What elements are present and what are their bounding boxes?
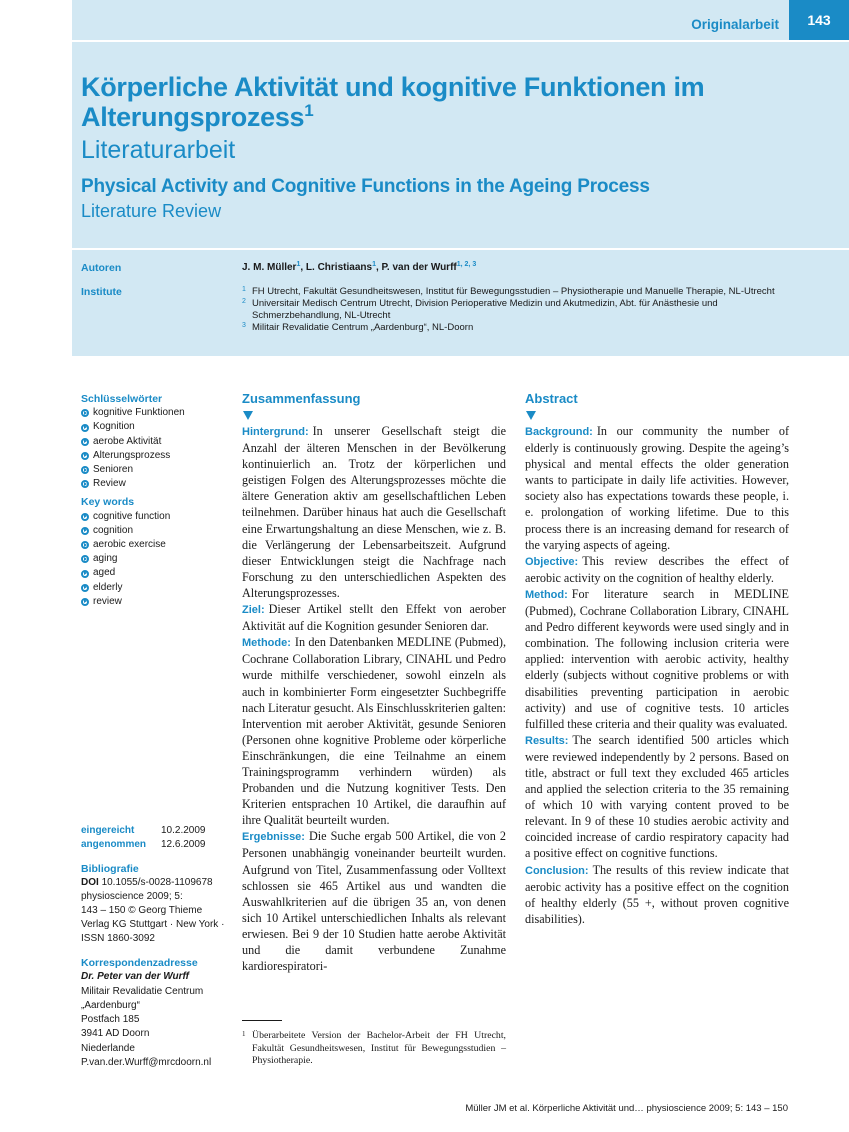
correspondence-line: Niederlande bbox=[81, 1042, 135, 1054]
keyword-item bbox=[81, 595, 231, 609]
institute-text: Militair Revalidatie Centrum „Aardenburg“, NL-Doorn bbox=[252, 322, 474, 333]
footnote-number: 1 bbox=[242, 1030, 246, 1038]
triangle-down-icon bbox=[243, 411, 253, 420]
article-title-en: Physical Activity and Cognitive Functions in the Ageing Process bbox=[81, 176, 650, 197]
keyword-text: kognitive Funktionen bbox=[93, 407, 185, 419]
correspondence-block bbox=[81, 956, 231, 1070]
keywords-en-list bbox=[81, 510, 231, 609]
keyword-item bbox=[81, 552, 231, 566]
paragraph-lead: Ziel: bbox=[242, 604, 265, 617]
page-number: 143 bbox=[789, 0, 849, 40]
bibliography-line: Verlag KG Stuttgart · New York · bbox=[81, 919, 225, 930]
keyword-text: aerobe Aktivität bbox=[93, 435, 162, 447]
article-subtitle-de: Literaturarbeit bbox=[81, 136, 236, 164]
abstract-paragraph bbox=[525, 423, 789, 553]
keyword-text: aging bbox=[93, 553, 118, 565]
received-label: eingereicht bbox=[81, 825, 135, 836]
keyword-text: Kognition bbox=[93, 421, 135, 433]
doi-value[interactable]: 10.1055/s-0028-1109678 bbox=[101, 877, 213, 888]
circle-arrow-icon bbox=[81, 424, 89, 432]
authors-label: Autoren bbox=[81, 262, 122, 274]
keyword-text: aged bbox=[93, 567, 116, 579]
paragraph-text: For literature search in MEDLINE (Pubmed), Cochrane Collaboration Library, CINAHL and Pedro different keywords were used singly and in combination. The following inclusion criteria were applied: intervention with aerobic activity, healthy elderly (subjects without cognitive problems or with disabilities preventing participation in aerobic activity) and use of cognitive tests. 10 articles fulfilled these criteria and their quality was evaluated. bbox=[525, 586, 789, 731]
abstract-en-title: Abstract bbox=[525, 391, 578, 406]
article-title-de bbox=[81, 72, 821, 132]
keyword-text: aerobic exercise bbox=[93, 539, 166, 551]
abstract-paragraph bbox=[525, 586, 789, 732]
circle-arrow-icon bbox=[81, 513, 89, 521]
accepted-label: angenommen bbox=[81, 839, 147, 850]
triangle-down-icon bbox=[526, 411, 536, 420]
correspondence-name: Dr. Peter van der Wurff bbox=[81, 971, 189, 983]
author-name: P. van der Wurff bbox=[381, 262, 457, 273]
circle-arrow-icon bbox=[81, 541, 89, 549]
correspondence-line: 3941 AD Doorn bbox=[81, 1028, 150, 1040]
institutes-label: Institute bbox=[81, 286, 122, 298]
title-de-text: Körperliche Aktivität und kognitive Funktionen im Alterungsprozess bbox=[81, 72, 705, 132]
keywords-en-label: Key words bbox=[81, 496, 135, 509]
received-date: 10.2.2009 bbox=[161, 825, 206, 836]
article-subtitle-en: Literature Review bbox=[81, 201, 222, 221]
author-name: L. Christiaans bbox=[305, 262, 373, 273]
section-label: Originalarbeit bbox=[691, 17, 779, 32]
author-name: J. M. Müller bbox=[242, 262, 297, 273]
footnote-rule bbox=[242, 1020, 282, 1021]
author-affiliation-mark[interactable]: 1 bbox=[372, 261, 376, 268]
paragraph-lead: Method: bbox=[525, 588, 568, 601]
institute-number: 3 bbox=[242, 322, 246, 329]
paragraph-lead: Objective: bbox=[525, 555, 579, 568]
title-footnote-mark[interactable]: 1 bbox=[304, 101, 314, 120]
keyword-item bbox=[81, 463, 231, 477]
paragraph-lead: Ergebnisse: bbox=[242, 831, 305, 844]
circle-arrow-icon bbox=[81, 555, 89, 563]
paragraph-lead: Hintergrund: bbox=[242, 426, 309, 438]
keyword-item bbox=[81, 406, 231, 420]
circle-arrow-icon bbox=[81, 452, 89, 460]
abstract-en bbox=[525, 390, 789, 927]
bibliography-block bbox=[81, 862, 231, 946]
abstract-en-body bbox=[525, 423, 789, 927]
institute-number: 2 bbox=[242, 298, 246, 305]
institute-text: FH Utrecht, Fakultät Gesundheitswesen, Institut für Bewegungsstudien – Physiotherapie und Manuelle Therapie, NL-Utrecht bbox=[252, 286, 775, 297]
bibliography-line: physioscience 2009; 5: bbox=[81, 891, 183, 902]
institute-text: Universitair Medisch Centrum Utrecht, Division Perioperative Medizin und Akutmedizin, Abt. für Anästhesie und Schmerzbehandlung, NL-Utrecht bbox=[252, 298, 718, 321]
paragraph-text: The search identified 500 articles which were reviewed independently by 2 persons. Based on title, abstract or full text they excluded 465 articles and applied the selection criteria to the 35 remaining of which 10 with varying content proved to be relevant. In 9 of these 10 studies aerobic activity and coincided increase of cardio respiratory capacity had a positive effect on cognitive functions. bbox=[525, 732, 789, 861]
circle-arrow-icon bbox=[81, 584, 89, 592]
abstract-paragraph bbox=[242, 634, 506, 828]
abstract-paragraph bbox=[525, 553, 789, 586]
keyword-text: Review bbox=[93, 478, 126, 490]
abstract-paragraph bbox=[525, 732, 789, 862]
author-affiliation-mark[interactable]: 1 bbox=[296, 261, 301, 268]
article-dates bbox=[81, 824, 206, 852]
circle-arrow-icon bbox=[81, 480, 89, 488]
abstract-paragraph bbox=[242, 601, 506, 634]
paragraph-text: In den Datenbanken MEDLINE (Pubmed), Cochrane Collaboration Library, CINAHL und Pedro wurde mithilfe verschiedener, sowohl einzeln als auch in kombinierter Form eingesetzter Suchbegriffe nach Literatur gesucht. Als Einschlusskriterien galten: Intervention mit aerober Aktivität, gesunde Senioren (Personen ohne kognitive Probleme oder körperliche Einschränkungen, die eine Teilnahme an einem Trainingsprogramm verhindern würden) als Probanden und die Nutzung kognitiver Tests. Den Kriterien entsprachen 10 Artikel, die daraufhin auf ihre Qualität beurteilt wurden. bbox=[242, 635, 506, 828]
keywords-de-label: Schlüsselwörter bbox=[81, 393, 163, 405]
paragraph-text: Dieser Artikel stellt den Effekt von aerober Aktivität auf die Kognition gesunder Senioren dar. bbox=[242, 602, 506, 634]
correspondence-line: P.van.der.Wurff@mrcdoorn.nl bbox=[81, 1057, 212, 1069]
keyword-item bbox=[81, 524, 231, 538]
keyword-text: cognitive function bbox=[93, 510, 171, 522]
keyword-text: Senioren bbox=[93, 464, 134, 476]
paragraph-lead: Results: bbox=[525, 734, 569, 747]
circle-arrow-icon bbox=[81, 438, 89, 446]
paragraph-text: Die Suche ergab 500 Artikel, die von 2 Personen unabhängig voneinander beurteilt wurden. Aufgrund von Titel, Zusammenfassung oder Volltext schlossen sie 465 Artikel aus und wandten die Auswahlkriterien auf die übrigen 35 an, von denen sich 10 Artikel unterschiedlichen Inhalts als relevant erwiesen. Bei 9 der 10 Studien hatte aerobe Aktivität und die damit verbundene Zunahme kardiorespiratori- bbox=[242, 829, 506, 974]
circle-arrow-icon bbox=[81, 409, 89, 417]
bibliography-line: 143 – 150 © Georg Thieme bbox=[81, 905, 203, 916]
footnote bbox=[242, 1030, 506, 1068]
abstract-paragraph bbox=[242, 423, 506, 601]
footnote-text: Überarbeitete Version der Bachelor-Arbeit der FH Utrecht, Fakultät Gesundheitswesen, Institut für Bewegungsstudien – Physiotherapie. bbox=[252, 1030, 506, 1066]
institute-item bbox=[242, 298, 802, 322]
accepted-date: 12.6.2009 bbox=[161, 839, 206, 850]
correspondence-line: „Aardenburg“ bbox=[81, 999, 140, 1011]
circle-arrow-icon bbox=[81, 466, 89, 474]
author-list: J. M. Müller$^1$, L. Christiaans$^1$, P. van der Wurff$^{1, 2, 3}$ bbox=[242, 261, 477, 273]
bibliography-line: ISSN 1860-3092 bbox=[81, 933, 155, 944]
abstract-de-body bbox=[242, 423, 506, 974]
keyword-text: review bbox=[93, 595, 122, 607]
keyword-item bbox=[81, 566, 231, 580]
circle-arrow-icon bbox=[81, 527, 89, 535]
circle-arrow-icon bbox=[81, 598, 89, 606]
running-footer: Müller JM et al. Körperliche Aktivität und… physioscience 2009; 5: 143 – 150 bbox=[465, 1103, 788, 1114]
institute-item bbox=[242, 286, 802, 298]
keyword-text: cognition bbox=[93, 524, 134, 536]
paragraph-lead: Conclusion: bbox=[525, 864, 589, 877]
institute-item bbox=[242, 322, 802, 334]
paragraph-lead: Background: bbox=[525, 426, 593, 438]
bibliography-label: Bibliografie bbox=[81, 863, 139, 875]
header-top-rule bbox=[72, 40, 849, 42]
sidebar bbox=[81, 392, 231, 609]
keywords-de-list bbox=[81, 406, 231, 491]
paragraph-text: In unserer Gesellschaft steigt die Anzahl der älteren Menschen in der Bevölkerung kontinuierlich an. Trotz der körperlichen und geistigen Folgen des Alterungsprozesses möchte die ältere Generation aktiv am gesellschaftlichen Leben teilnehmen. Darüber hinaus hat auch die Gesellschaft eine Erwartungshaltung an diese Menschen, wie z. B. die Verlängerung der Lebensarbeitszeit. Aufgrund dieser Entwicklungen steigt die Nachfrage nach Forschung zu den unterschiedlichen Aspekten des Alterungsprozesses. bbox=[242, 424, 506, 600]
paragraph-text: In our community the number of elderly is continuously growing. Despite the ageing’s physical and mental effects the older generation wants to participate in daily life activities. However, society also has expectations towards these people, i. e. prolongation of working lifetime. Due to this process there is an increasing demand for research of the varying aspects of ageing. bbox=[525, 424, 789, 552]
paragraph-text: The results of this review indicate that aerobic activity has a positive effect on the cognition of healthy elderly (55 +, without proven cognitive disabilities). bbox=[525, 862, 789, 926]
keyword-item bbox=[81, 449, 231, 463]
author-affiliation-mark[interactable]: 1, 2, 3 bbox=[456, 261, 477, 268]
accepted-row bbox=[81, 838, 206, 852]
received-row bbox=[81, 824, 206, 838]
institute-list bbox=[242, 286, 802, 334]
doi-label: DOI bbox=[81, 877, 99, 888]
correspondence-line: Postfach 185 bbox=[81, 1014, 140, 1026]
keyword-item bbox=[81, 420, 231, 434]
keyword-text: Alterungsprozess bbox=[93, 449, 171, 461]
abstract-de bbox=[242, 390, 506, 974]
bibliography-lines bbox=[81, 890, 231, 946]
paragraph-text: This review describes the effect of aerobic activity on the cognition of healthy elderly. bbox=[525, 553, 789, 585]
abstract-paragraph bbox=[525, 862, 789, 927]
header-mid-rule bbox=[72, 248, 849, 250]
keyword-item bbox=[81, 510, 231, 524]
doi-line bbox=[81, 876, 231, 890]
abstract-paragraph bbox=[242, 828, 506, 974]
circle-arrow-icon bbox=[81, 570, 89, 578]
keyword-item bbox=[81, 477, 231, 491]
correspondence-label: Korrespondenzadresse bbox=[81, 957, 198, 969]
abstract-de-title: Zusammenfassung bbox=[242, 391, 361, 406]
keyword-text: elderly bbox=[93, 581, 123, 593]
correspondence-line: Militair Revalidatie Centrum bbox=[81, 985, 204, 997]
institute-number: 1 bbox=[242, 286, 246, 293]
correspondence-lines bbox=[81, 985, 231, 1071]
keyword-item bbox=[81, 435, 231, 449]
paragraph-lead: Methode: bbox=[242, 637, 291, 650]
keyword-item bbox=[81, 538, 231, 552]
keyword-item bbox=[81, 581, 231, 595]
